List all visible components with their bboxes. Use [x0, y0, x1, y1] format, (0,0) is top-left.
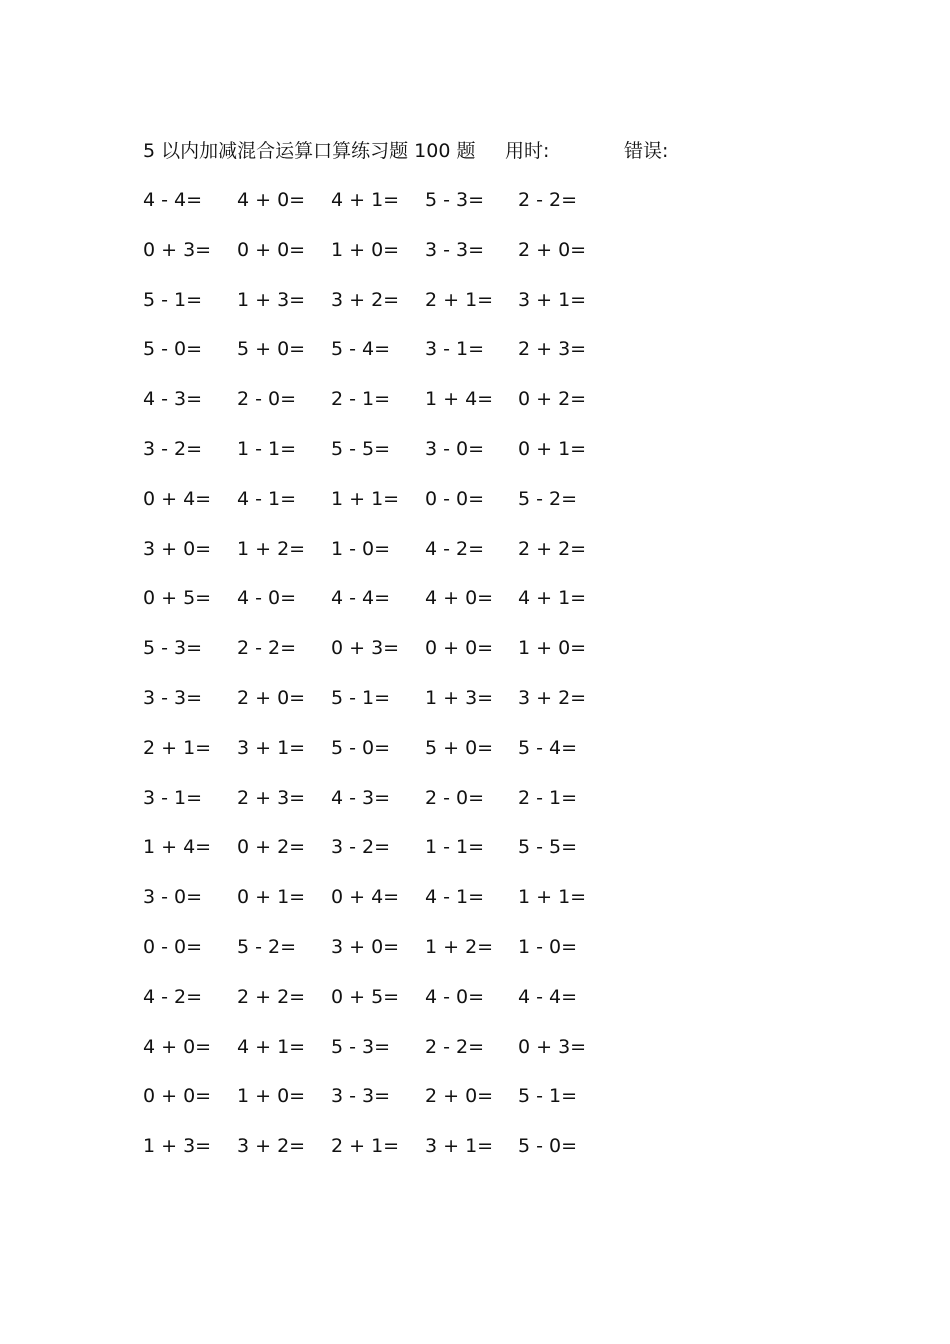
math-problem: 0 - 0= — [425, 487, 485, 510]
math-problem: 4 + 0= — [425, 587, 494, 610]
math-problem: 4 + 1= — [518, 587, 587, 610]
math-problem: 0 + 3= — [331, 637, 400, 660]
problem-row — [143, 385, 623, 435]
math-problem: 1 + 4= — [425, 388, 494, 411]
math-problem: 5 - 3= — [425, 189, 485, 211]
math-problem: 1 + 0= — [518, 637, 587, 660]
math-problem: 3 + 2= — [237, 1135, 306, 1158]
problem-row — [143, 435, 623, 485]
math-problem: 3 + 2= — [518, 686, 587, 709]
math-problem: 0 + 4= — [143, 487, 212, 510]
math-problem: 4 - 3= — [331, 786, 391, 809]
math-problem: 4 - 4= — [331, 587, 391, 610]
math-problem: 2 - 0= — [237, 388, 297, 411]
math-problem: 2 + 1= — [425, 288, 494, 311]
math-problem: 4 - 0= — [237, 587, 297, 610]
math-problem: 5 - 2= — [237, 935, 297, 958]
error-count-label: 错误: — [624, 140, 669, 162]
math-problem: 3 + 1= — [425, 1135, 494, 1158]
math-problem: 4 + 1= — [237, 1035, 306, 1058]
math-problem: 3 - 2= — [143, 437, 203, 460]
problem-row — [143, 535, 623, 585]
math-problem: 2 + 1= — [331, 1135, 400, 1158]
math-problem: 3 - 1= — [143, 786, 203, 809]
math-problem: 5 - 4= — [331, 338, 391, 361]
math-problem: 5 - 1= — [518, 1085, 578, 1108]
math-problem: 4 - 1= — [425, 886, 485, 909]
math-problem: 5 - 0= — [518, 1135, 578, 1158]
math-problem: 0 + 2= — [237, 836, 306, 859]
math-problem: 2 - 0= — [425, 786, 485, 809]
math-problem: 1 + 1= — [518, 886, 587, 909]
math-problem: 0 + 1= — [518, 437, 587, 460]
math-problem: 3 - 3= — [331, 1085, 391, 1108]
problem-row — [143, 236, 623, 286]
problem-row — [143, 784, 623, 834]
problem-row — [143, 335, 623, 385]
worksheet-title: 5 以内加减混合运算口算练习题 100 题 — [143, 140, 476, 162]
math-problem: 0 + 0= — [143, 1085, 212, 1108]
math-problem: 3 - 3= — [425, 238, 485, 261]
math-problem: 1 + 3= — [143, 1135, 212, 1158]
problem-row — [143, 933, 623, 983]
math-problem: 4 - 2= — [143, 985, 203, 1008]
math-problem: 0 + 0= — [237, 238, 306, 261]
math-problem: 0 - 0= — [143, 935, 203, 958]
problem-row — [143, 983, 623, 1033]
math-problem: 5 - 2= — [518, 487, 578, 510]
math-problem: 5 - 5= — [518, 836, 578, 859]
math-problem: 0 + 5= — [331, 985, 400, 1008]
problem-row — [143, 883, 623, 933]
math-problem: 3 - 1= — [425, 338, 485, 361]
math-problem: 4 + 0= — [237, 189, 306, 211]
math-problem: 2 + 0= — [237, 686, 306, 709]
math-problem: 3 - 0= — [425, 437, 485, 460]
math-problem: 5 - 3= — [331, 1035, 391, 1058]
math-problem: 1 + 0= — [237, 1085, 306, 1108]
math-problem: 2 - 2= — [518, 189, 578, 211]
math-problem: 4 - 4= — [143, 189, 203, 211]
math-problem: 2 + 1= — [143, 736, 212, 759]
math-problem: 3 + 1= — [518, 288, 587, 311]
math-problem: 5 - 4= — [518, 736, 578, 759]
math-problem: 0 + 2= — [518, 388, 587, 411]
math-problem: 1 - 1= — [237, 437, 297, 460]
math-problem: 1 - 0= — [518, 935, 578, 958]
math-problem: 2 - 2= — [237, 637, 297, 660]
math-problem: 2 + 0= — [425, 1085, 494, 1108]
math-problem: 4 - 0= — [425, 985, 485, 1008]
math-problem: 5 - 5= — [331, 437, 391, 460]
math-problem: 3 + 1= — [237, 736, 306, 759]
math-problem: 0 + 5= — [143, 587, 212, 610]
math-problem: 5 - 1= — [143, 288, 203, 311]
math-problem: 3 - 3= — [143, 686, 203, 709]
math-problem: 5 - 0= — [331, 736, 391, 759]
problem-row — [143, 684, 623, 734]
math-problem: 2 + 3= — [518, 338, 587, 361]
math-problem: 2 - 2= — [425, 1035, 485, 1058]
problem-row — [143, 584, 623, 634]
problem-row — [143, 833, 623, 883]
problem-row — [143, 1082, 623, 1132]
time-used-label: 用时: — [505, 140, 550, 162]
problem-row — [143, 734, 623, 784]
worksheet-header — [143, 137, 843, 165]
math-problem: 5 + 0= — [425, 736, 494, 759]
math-problem: 1 + 0= — [331, 238, 400, 261]
math-problem: 5 - 0= — [143, 338, 203, 361]
math-problem: 1 - 1= — [425, 836, 485, 859]
math-problem: 3 - 2= — [331, 836, 391, 859]
math-problem: 5 - 3= — [143, 637, 203, 660]
math-problem: 1 + 4= — [143, 836, 212, 859]
math-problem: 2 + 2= — [518, 537, 587, 560]
math-problem: 2 + 3= — [237, 786, 306, 809]
problem-row — [143, 1132, 623, 1182]
math-problem: 1 + 2= — [237, 537, 306, 560]
math-problem: 4 + 0= — [143, 1035, 212, 1058]
math-problem: 5 + 0= — [237, 338, 306, 361]
problem-row — [143, 634, 623, 684]
math-problem: 1 - 0= — [331, 537, 391, 560]
math-problem: 4 - 2= — [425, 537, 485, 560]
problem-row — [143, 485, 623, 535]
math-problem: 2 - 1= — [331, 388, 391, 411]
math-problem: 1 + 3= — [237, 288, 306, 311]
math-problem: 4 - 1= — [237, 487, 297, 510]
math-problem: 0 + 0= — [425, 637, 494, 660]
math-problem: 1 + 3= — [425, 686, 494, 709]
math-problem: 1 + 1= — [331, 487, 400, 510]
math-problem: 2 - 1= — [518, 786, 578, 809]
math-problem: 3 + 0= — [331, 935, 400, 958]
problem-row — [143, 286, 623, 336]
math-problem: 4 - 3= — [143, 388, 203, 411]
math-problem: 3 - 0= — [143, 886, 203, 909]
math-problem: 3 + 0= — [143, 537, 212, 560]
math-problem: 4 + 1= — [331, 189, 400, 211]
problem-row — [143, 1033, 623, 1083]
math-problem: 5 - 1= — [331, 686, 391, 709]
math-problem: 2 + 2= — [237, 985, 306, 1008]
math-problem: 0 + 1= — [237, 886, 306, 909]
math-problem: 3 + 2= — [331, 288, 400, 311]
math-problem: 4 - 4= — [518, 985, 578, 1008]
math-problem: 0 + 4= — [331, 886, 400, 909]
math-problem: 0 + 3= — [518, 1035, 587, 1058]
problem-row — [143, 186, 623, 236]
math-problem: 1 + 2= — [425, 935, 494, 958]
math-problem: 0 + 3= — [143, 238, 212, 261]
math-problem: 2 + 0= — [518, 238, 587, 261]
problem-grid — [143, 186, 623, 1182]
